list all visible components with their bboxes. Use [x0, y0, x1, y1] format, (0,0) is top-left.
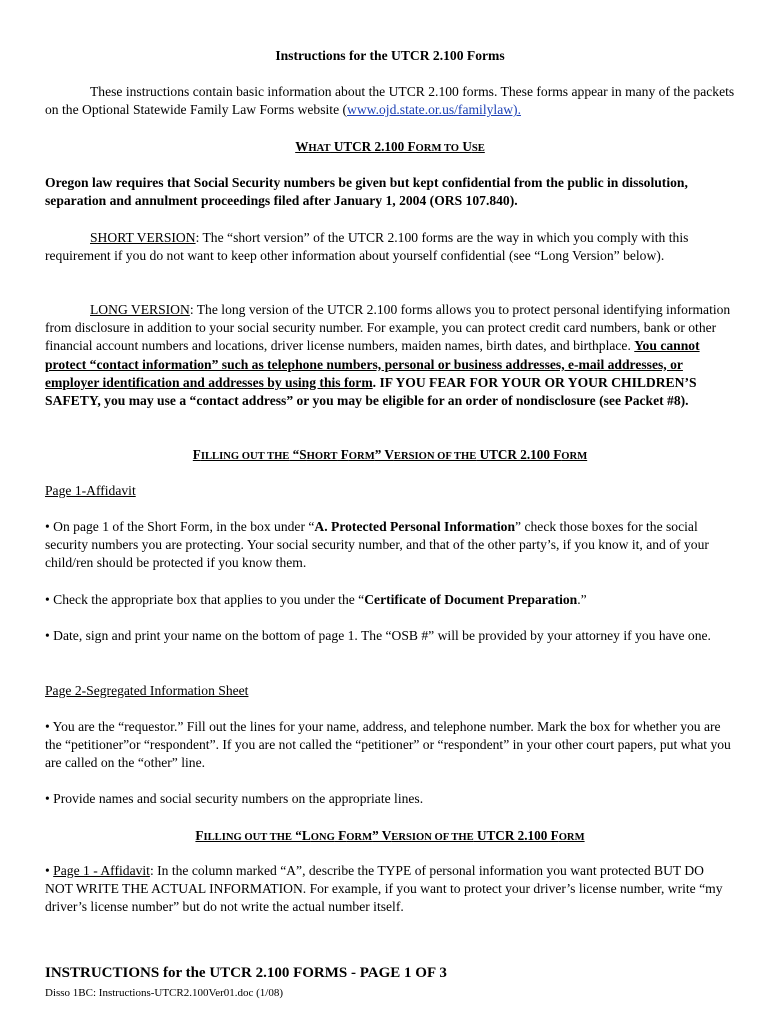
contact-info-warning: You cannot protect “contact information” such as telephone numbers, personal or business addresses, e-mail addresses, or employer identification and addresses by using this form: [45, 338, 700, 390]
familylaw-website-link[interactable]: www.ojd.state.or.us/familylaw).: [347, 102, 521, 118]
short-form-bullet-4: • You are the “requestor.” Fill out the lines for your name, address, and telephone number. Mark the box for whether you are the “petitioner”or “respondent”. If you are not called the “petitioner” or “respondent” in your other court papers, put what you are called on the “other” line.: [45, 719, 731, 771]
short-version-paragraph: SHORT VERSION: The “short version” of the UTCR 2.100 forms are the way in which you comply with this requirement if you do not want to keep other information about yourself confidential (see “Long Version” below).: [45, 230, 689, 264]
footer-title: INSTRUCTIONS for the UTCR 2.100 FORMS - PAGE 1 OF 3: [45, 965, 447, 981]
long-form-bullet-1: • Page 1 - Affidavit: In the column marked “A”, describe the TYPE of personal information you want protected BUT DO NOT WRITE THE ACTUAL INFORMATION. For example, if you want to protect your driver’s license number, write “my driver’s license number” but do not write the actual number itself.: [45, 863, 723, 915]
short-form-bullet-3: • Date, sign and print your name on the bottom of page 1. The “OSB #” will be provided by your attorney if you have one.: [45, 628, 711, 643]
heading-what-form-to-use: WHAT UTCR 2.100 FORM TO USE: [295, 139, 485, 154]
footer-doc-id: Disso 1BC: Instructions-UTCR2.100Ver01.doc (1/08): [45, 987, 284, 999]
long-version-label: LONG VERSION: [90, 302, 190, 317]
page1-affidavit-subheading: Page 1-Affidavit: [45, 483, 136, 498]
heading-long-form: FILLING OUT THE “LONG FORM” VERSION OF THE UTCR 2.100 FORM: [195, 828, 585, 843]
oregon-law-notice: Oregon law requires that Social Security numbers be given but kept confidential from the public in dissolution, separation and annulment proceedings filed after January 1, 2004 (ORS 107.840).: [45, 175, 688, 209]
short-version-label: SHORT VERSION: [90, 230, 196, 245]
intro-paragraph: These instructions contain basic information about the UTCR 2.100 forms. These forms appear in many of the packets on the Optional Statewide Family Law Forms website (www.ojd.state.or.us/familylaw).: [45, 84, 735, 118]
long-version-paragraph: LONG VERSION: The long version of the UTCR 2.100 forms allows you to protect personal identifying information from disclosure in addition to your social security number. For example, you can protect credit card numbers, bank or other financial account numbers and locations, driver license numbers, maiden names, birth dates, and birthplace. You cannot protect “contact information” such as telephone numbers, personal or business addresses, e-mail addresses, or employer identification and addresses by using this form. IF YOU FEAR FOR YOUR OR YOUR CHILDREN’S SAFETY, you may use a “contact address” or you may be eligible for an order of nondisclosure (see Packet #8).: [45, 302, 731, 409]
page2-segregated-info-subheading: Page 2-Segregated Information Sheet: [45, 683, 249, 698]
short-form-bullet-5: • Provide names and social security numbers on the appropriate lines.: [45, 791, 424, 806]
heading-short-form: FILLING OUT THE “SHORT FORM” VERSION OF THE UTCR 2.100 FORM: [192, 447, 588, 462]
short-form-bullet-2: • Check the appropriate box that applies to you under the “Certificate of Document Preparation.”: [45, 592, 587, 607]
page-title: Instructions for the UTCR 2.100 Forms: [275, 48, 505, 63]
short-form-bullet-1: • On page 1 of the Short Form, in the box under “A. Protected Personal Information” check those boxes for the social security numbers you are protecting. Your social security number, and that of the other party’s, if you know it, and of your child/ren should be protected if you know them.: [45, 519, 709, 571]
